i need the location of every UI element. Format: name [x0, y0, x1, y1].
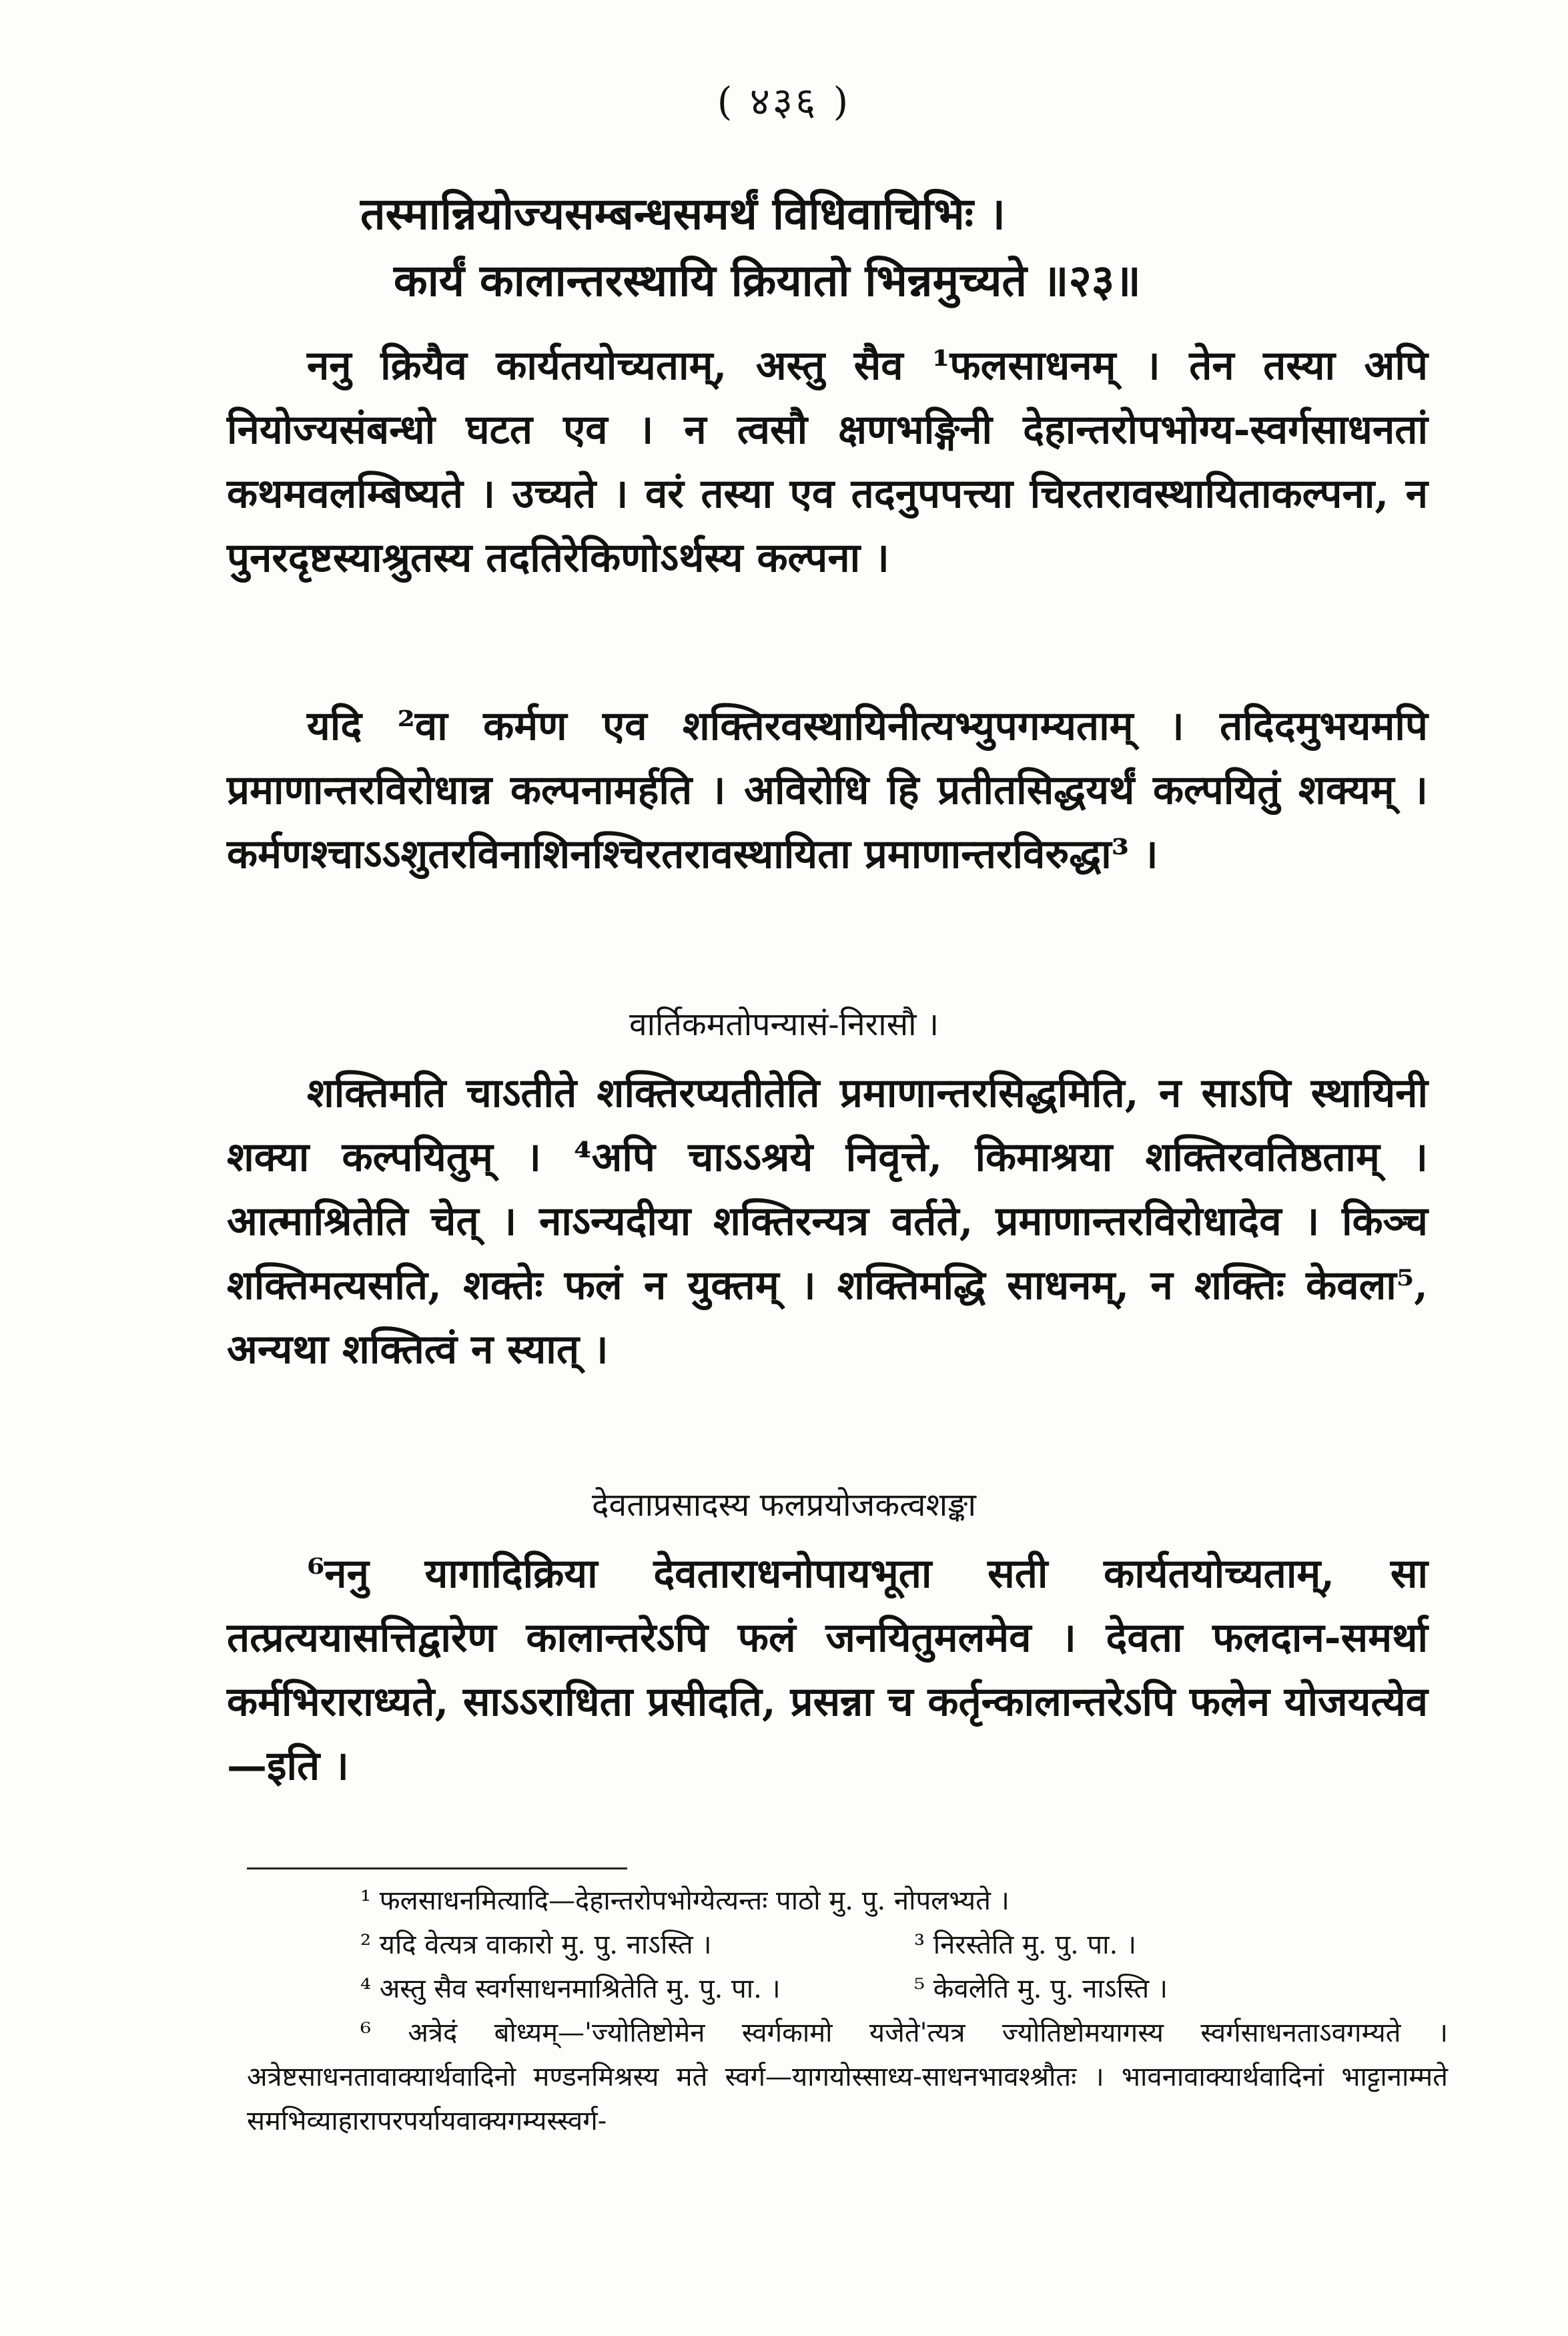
footnote-6: ⁶ अत्रेदं बोध्यम्—'ज्योतिष्टोमेन स्वर्गकामो यजेते'त्यत्र ज्योतिष्टोमयागस्य स्वर्गसाधनताऽवगम्यते । अत्रेष्टसाधनतावाक्यार्थवादिनो मण्डनमिश्रस्य मते स्वर्ग—यागयोस्साध्य-साधनभावश्श्रौतः । भावनावाक्यार्थवादिनां भाट्टानाम्मते समभिव्याहारापरपर्यायवाक्यगम्यस्स्वर्ग-	[247, 2018, 1448, 2136]
paragraph-2	[227, 694, 1428, 886]
page-number: ( ४३६ )	[717, 79, 851, 124]
verse-line-2: कार्यं कालान्तरस्थायि क्रियातो भिन्नमुच्यते ॥२३॥	[394, 254, 1141, 306]
footnote-2: ² यदि वेत्यत्र वाकारो मु. पु. नाऽस्ति ।	[360, 1930, 712, 1960]
paragraph-1	[227, 334, 1428, 590]
footnote-1: ¹ फलसाधनमित्यादि—देहान्तरोपभोग्येत्यन्तः पाठो मु. पु. नोपलभ्यते ।	[360, 1885, 1010, 1916]
paragraph-4-text: ⁶ननु यागादिक्रिया देवताराधनोपायभूता सती कार्यतयोच्यताम्, सा तत्प्रत्ययासत्तिद्वारेण कालान्तरेऽपि फलं जनयितुमलमेव । देवता फलदान-समर्था कर्मभिराराध्यते, साऽऽराधिता प्रसीदति, प्रसन्ना च कर्तृन्कालान्तरेऽपि फलेन योजयत्येव—इति ।	[227, 1550, 1428, 1789]
footnote-5: ⁵ केवलेति मु. पु. नाऽस्ति ।	[914, 1974, 1168, 2004]
footnote-3: ³ निरस्तेति मु. पु. पा. ।	[914, 1930, 1137, 1960]
section-heading-devata: देवताप्रसादस्य फलप्रयोजकत्वशङ्का	[592, 1486, 976, 1524]
paragraph-3-text: शक्तिमति चाऽतीते शक्तिरप्यतीतेति प्रमाणान्तरसिद्धमिति, न साऽपि स्थायिनी शक्या कल्पयितुम् । ⁴अपि चाऽऽश्रये निवृत्ते, किमाश्रया शक्तिरवतिष्ठताम् । आत्माश्रितेति चेत् । नाऽन्यदीया शक्तिरन्यत्र वर्तते, प्रमाणान्तरविरोधादेव । किञ्च शक्तिमत्यसति, शक्तेः फलं न युक्तम् । शक्तिमद्धि साधनम्, न शक्तिः केवला⁵, अन्यथा शक्तित्वं न स्यात् ।	[227, 1070, 1428, 1373]
paragraph-2-text: यदि ²वा कर्मण एव शक्तिरवस्थायिनीत्यभ्युपगम्यताम् । तदिदमुभयमपि प्रमाणान्तरविरोधान्न कल्पनामर्हति । अविरोधि हि प्रतीतसिद्धयर्थं कल्पयितुं शक्यम् । कर्मणश्चाऽऽशुतरविनाशिनश्चिरतरावस्थायिता प्रमाणान्तरविरुद्धा³ ।	[227, 703, 1428, 878]
footnotes	[247, 1879, 1448, 2143]
footnote-row	[247, 1879, 1448, 1923]
footnote-divider	[247, 1867, 627, 1869]
footnote-4: ⁴ अस्तु सैव स्वर्गसाधनमाश्रितेति मु. पु. पा. ।	[360, 1974, 781, 2004]
footnote-row	[247, 1923, 1448, 1967]
verse-line-1: तस्मान्नियोज्यसम्बन्धसमर्थं विधिवाचिभिः ।	[360, 188, 1006, 240]
paragraph-4	[227, 1542, 1428, 1798]
paragraph-3	[227, 1061, 1428, 1382]
section-heading-vartika: वार्तिकमतोपन्यासं-निरासौ ।	[629, 1006, 939, 1043]
footnote-row	[247, 1967, 1448, 2011]
paragraph-1-text: ननु क्रियैव कार्यतयोच्यताम्, अस्तु सैव ¹फलसाधनम् । तेन तस्या अपि नियोज्यसंबन्धो घटत एव । न त्वसौ क्षणभङ्गिनी देहान्तरोपभोग्य-स्वर्गसाधनतां कथमवलम्बिष्यते । उच्यते । वरं तस्या एव तदनुपपत्त्या चिरतरावस्थायिताकल्पना, न पुनरदृष्टस्याश्रुतस्य तदतिरेकिणोऽर्थस्य कल्पना ।	[227, 342, 1428, 581]
footnote-6-block	[247, 2011, 1448, 2143]
